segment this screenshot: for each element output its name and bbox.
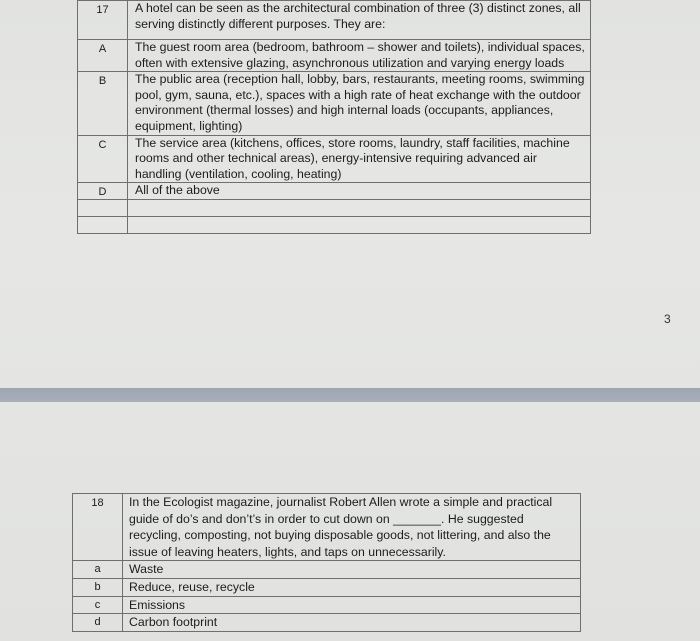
question-17-number: 17 bbox=[78, 1, 128, 40]
question-18-number: 18 bbox=[73, 494, 123, 561]
option-row-b bbox=[78, 72, 591, 135]
empty-cell bbox=[128, 199, 591, 216]
option-row-d bbox=[73, 614, 581, 632]
empty-row bbox=[78, 216, 591, 233]
question-18-table bbox=[72, 493, 581, 632]
option-a-text: The guest room area (bedroom, bathroom – shower and toilets), individual spaces, often with extensive glazing, asynchronous utilization and varying energy loads bbox=[128, 40, 591, 72]
option-c-letter: c bbox=[73, 596, 123, 614]
option-row-b bbox=[73, 578, 581, 596]
option-c-text: Emissions bbox=[123, 596, 581, 614]
option-c-letter: C bbox=[78, 135, 128, 183]
option-row-c bbox=[73, 596, 581, 614]
option-b-letter: b bbox=[73, 578, 123, 596]
option-d-text: All of the above bbox=[128, 183, 591, 200]
option-a-letter: a bbox=[73, 561, 123, 579]
option-row-a bbox=[73, 561, 581, 579]
option-d-letter: d bbox=[73, 614, 123, 632]
option-c-text: The service area (kitchens, offices, store rooms, laundry, staff facilities, machine rooms and other technical areas), energy-intensive requiring advanced air handling (ventilation, cooling, heating) bbox=[128, 135, 591, 183]
question-17-text: A hotel can be seen as the architectural combination of three (3) distinct zones, all serving distinctly different purposes. They are: bbox=[128, 1, 591, 40]
page-number: 3 bbox=[664, 312, 671, 326]
option-b-letter: B bbox=[78, 72, 128, 135]
question-18-text: In the Ecologist magazine, journalist Robert Allen wrote a simple and practical guide of do’s and don’t’s in order to cut down on _______. He suggested recycling, composting, not buying disposable goods, not littering, and also the issue of leaving heaters, lights, and taps on unnecessarily. bbox=[123, 494, 581, 561]
question-17-table bbox=[77, 0, 591, 234]
question-18-row bbox=[73, 494, 581, 561]
option-a-text: Waste bbox=[123, 561, 581, 579]
question-17-row bbox=[78, 1, 591, 40]
option-d-text: Carbon footprint bbox=[123, 614, 581, 632]
option-row-d bbox=[78, 183, 591, 200]
empty-row bbox=[78, 199, 591, 216]
page-gap bbox=[0, 388, 700, 402]
option-a-letter: A bbox=[78, 40, 128, 72]
option-d-letter: D bbox=[78, 183, 128, 200]
empty-cell bbox=[78, 199, 128, 216]
empty-cell bbox=[78, 216, 128, 233]
empty-cell bbox=[128, 216, 591, 233]
option-b-text: The public area (reception hall, lobby, bars, restaurants, meeting rooms, swimming pool, gym, sauna, etc.), spaces with a high rate of heat exchange with the outdoor environment (thermal losses) and high internal loads (occupants, appliances, equipment, lighting) bbox=[128, 72, 591, 135]
option-b-text: Reduce, reuse, recycle bbox=[123, 578, 581, 596]
option-row-a bbox=[78, 40, 591, 72]
option-row-c bbox=[78, 135, 591, 183]
